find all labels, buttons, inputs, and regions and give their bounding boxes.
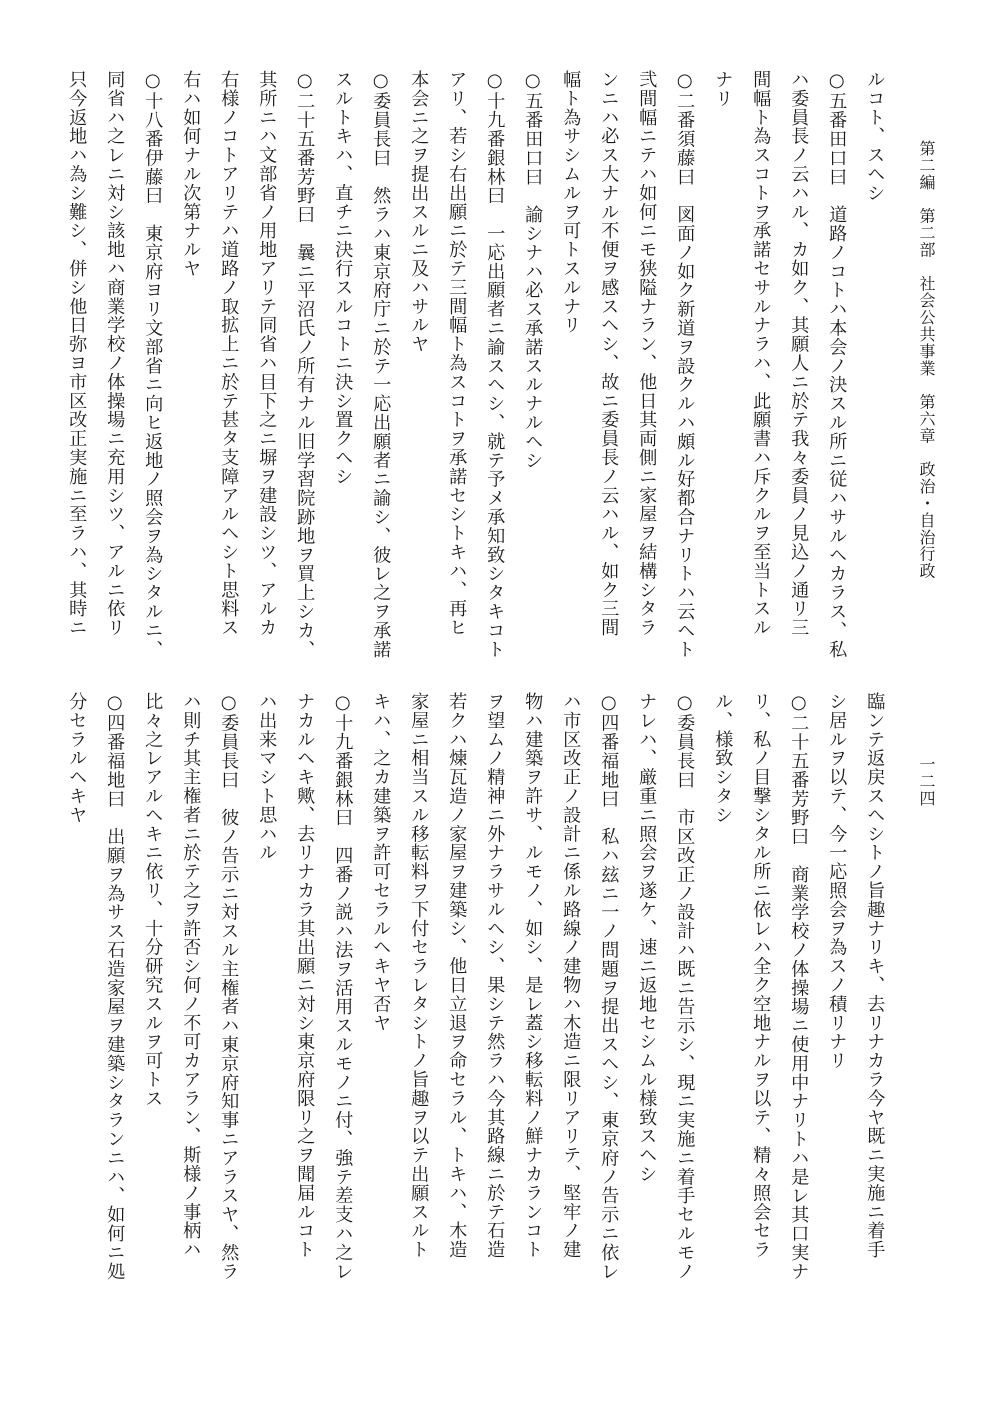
- text-column: 若クハ煉瓦造ノ家屋ヲ建築シ、他日立退ヲ命セラル、トキハ、木造: [446, 692, 468, 1259]
- running-header: 第二編 第二部 社会公共事業 第六章 政治・自治行政: [917, 140, 936, 580]
- text-column: ハ出来マシト思ハル: [256, 692, 278, 863]
- text-column: スルトキハ、直チニ決行スルコトニ決シ置クヘシ: [332, 70, 354, 486]
- text-column: ルコト、スヘシ: [864, 70, 886, 203]
- text-column: ○五番田口曰 諭シナハ必ス承諾スルナルヘシ: [522, 70, 544, 470]
- text-column: 幅ト為サシムルヲ可トスルナリ: [560, 70, 582, 335]
- text-column: アリ、若シ右出願ニ於テ三間幅ト為スコトヲ承諾セシトキハ、再ヒ: [446, 70, 468, 637]
- text-column: キハ、之カ建築ヲ許可セラルヘキヤ否ヤ: [370, 692, 392, 1033]
- text-column: ○委員長曰 市区改正ノ設計ハ既ニ告示シ、現ニ実施ニ着手セルモノ: [674, 692, 696, 1281]
- text-column: ○十九番銀林曰 四番ノ説ハ法ヲ活用スルモノニ付、強テ差支ハ之レ: [332, 692, 354, 1281]
- text-column: 家屋ニ相当スル移転料ヲ下付セラレタシトノ旨趣ヲ以テ出願スルト: [408, 692, 430, 1259]
- text-column: ○二十五番芳野曰 商業学校ノ体操場ニ使用中ナリトハ是レ其口実ナ: [788, 692, 810, 1281]
- text-column: ル、様致シタシ: [712, 692, 734, 825]
- text-column: ○四番福地曰 出願ヲ為サス石造家屋ヲ建築シタランニハ、如何ニ処: [104, 692, 126, 1281]
- text-column: 比々之レアルヘキニ依リ、十分研究スルヲ可トス: [142, 692, 164, 1108]
- text-column: ○四番福地曰 私ハ玆ニ一ノ問題ヲ提出スヘシ、東京府ノ告示ニ依レ: [598, 692, 620, 1281]
- text-column: 右様ノコトアリテハ道路ノ取拡上ニ於テ甚タ支障アルヘシト思料ス: [218, 70, 240, 637]
- text-column: ○二番須藤曰 図面ノ如ク新道ヲ設クルハ頗ル好都合ナリトハ云ヘト: [674, 70, 696, 659]
- text-column: ナリ: [712, 70, 734, 108]
- text-column: ハ委員長ノ云ハル、カ如ク、其願人ニ於テ我々委員ノ見込ノ通リ三: [788, 70, 810, 637]
- text-column: ○委員長曰 然ラハ東京府庁ニ於テ一応出願者ニ諭シ、彼レ之ヲ承諾: [370, 70, 392, 659]
- text-column: ナレハ、厳重ニ照会ヲ遂ケ、速ニ返地セシムル様致スヘシ: [636, 692, 658, 1184]
- text-column: 弐間幅ニテハ如何ニモ狭隘ナラン、他日其両側ニ家屋ヲ結構シタラ: [636, 70, 658, 637]
- text-column: 同省ハ之レニ対シ該地ハ商業学校ノ体操場ニ充用シツ、アルニ依リ: [104, 70, 126, 637]
- text-column: リ、私ノ目撃シタル所ニ依レハ全ク空地ナルヲ以テ、精々照会セラ: [750, 692, 772, 1259]
- text-column: ○委員長曰 彼ノ告示ニ対スル主権者ハ東京府知事ニアラスヤ、然ラ: [218, 692, 240, 1281]
- text-column: ハ則チ其主権者ニ於テ之ヲ許否シ何ノ不可カアラン、斯様ノ事柄ハ: [180, 692, 202, 1259]
- text-column: ○十八番伊藤曰 東京府ヨリ文部省ニ向ヒ返地ノ照会ヲ為シタルニ、: [142, 70, 164, 659]
- text-column: 臨ンテ返戻スヘシトノ旨趣ナリキ、去リナカラ今ヤ既ニ実施ニ着手: [864, 692, 886, 1259]
- text-column: 右ハ如何ナル次第ナルヤ: [180, 70, 202, 278]
- text-column: 間幅ト為スコトヲ承諾セサルナラハ、此願書ハ斥クルヲ至当トスル: [750, 70, 772, 637]
- text-column: ○五番田口曰 道路ノコトハ本会ノ決スル所ニ従ハサルヘカラス、私: [826, 70, 848, 659]
- text-column: ○十九番銀林曰 一応出願者ニ諭スヘシ、就テ予メ承知致シタキコト: [484, 70, 506, 659]
- text-column: ○二十五番芳野曰 曩ニ平沼氏ノ所有ナル旧学習院跡地ヲ買上シカ、: [294, 70, 316, 659]
- text-column: 物ハ建築ヲ許サ、ルモノ、如シ、是レ蓋シ移転料ノ鮮ナカランコト: [522, 692, 544, 1259]
- text-column: 其所ニハ文部省ノ用地アリテ同省ハ目下之ニ塀ヲ建設シツ、アルカ: [256, 70, 278, 637]
- text-column: ンニハ必ス大ナル不便ヲ感スヘシ、故ニ委員長ノ云ハル、如ク三間: [598, 70, 620, 637]
- text-column: ヲ望ムノ精神ニ外ナラサルヘシ、果シテ然ラハ今其路線ニ於テ石造: [484, 692, 506, 1259]
- page-number: 一二四: [917, 756, 936, 807]
- text-column: シ居ルヲ以テ、今一応照会ヲ為スノ積リナリ: [826, 692, 848, 1070]
- text-column: 本会ニ之ヲ提出スルニ及ハサルヤ: [408, 70, 430, 354]
- text-column: ハ市区改正ノ設計ニ係ル路線ノ建物ハ木造ニ限リアリテ、堅牢ノ建: [560, 692, 582, 1259]
- text-column: 只今返地ハ為シ難シ、併シ他日弥ヨ市区改正実施ニ至ラハ、其時ニ: [66, 70, 88, 637]
- text-column: 分セラルヘキヤ: [66, 692, 88, 825]
- text-column: ナカルヘキ歟、去リナカラ其出願ニ対シ東京府限リ之ヲ聞届ルコト: [294, 692, 316, 1259]
